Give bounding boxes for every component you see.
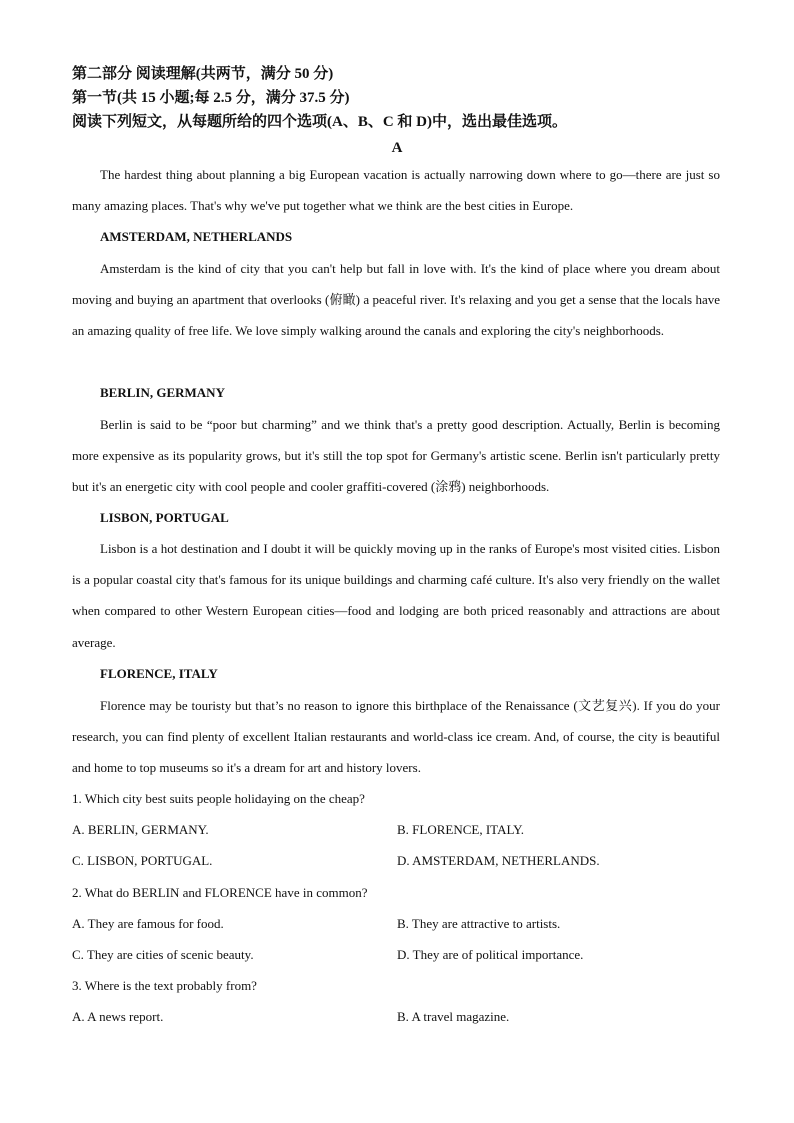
- question-1-option-c: C. LISBON, PORTUGAL.: [72, 853, 213, 868]
- question-3: 3. Where is the text probably from?: [72, 978, 257, 993]
- section-title: 第二部分 阅读理解(共两节，满分 50 分): [72, 66, 334, 82]
- paragraph-amsterdam: Amsterdam is the kind of city that you can't help but fall in love with. It's the kind of place where you dream about moving and buying an apartment that overlooks (俯瞰) a peaceful river. It's relaxing and you get a sense that the locals have an amazing quality of free life. We love simply walking around the canals and exploring the city's neighborhoods.: [72, 261, 720, 339]
- paragraph-florence: Florence may be touristy but that’s no reason to ignore this birthplace of the Renaissance (文艺复兴). If you do your research, you can find plenty of excellent Italian restaurants and world-class ice cream. And, of course, the city is beautiful and home to top museums so it's a dream for art and history lovers.: [72, 698, 720, 776]
- question-1-option-b: B. FLORENCE, ITALY.: [397, 822, 525, 837]
- question-2-option-d: D. They are of political importance.: [397, 947, 584, 962]
- question-2-option-b: B. They are attractive to artists.: [397, 916, 561, 931]
- question-2-option-a: A. They are famous for food.: [72, 916, 224, 931]
- paragraph-lisbon: Lisbon is a hot destination and I doubt it will be quickly moving up in the ranks of Europe's most visited cities. Lisbon is a popular coastal city that's famous for its unique buildings and charming café culture. It's also very friendly on the wallet when compared to other Western European cities—food and lodging are both priced reasonably and attractions are about average.: [72, 541, 720, 650]
- question-3-option-a: A. A news report.: [72, 1009, 164, 1024]
- question-2: 2. What do BERLIN and FLORENCE have in common?: [72, 885, 368, 900]
- question-1-option-a: A. BERLIN, GERMANY.: [72, 822, 209, 837]
- question-1-option-d: D. AMSTERDAM, NETHERLANDS.: [397, 853, 600, 868]
- city-heading-lisbon: LISBON, PORTUGAL: [100, 510, 229, 525]
- question-1: 1. Which city best suits people holidaying on the cheap?: [72, 791, 365, 806]
- question-2-option-c: C. They are cities of scenic beauty.: [72, 947, 254, 962]
- city-heading-florence: FLORENCE, ITALY: [100, 666, 218, 681]
- paragraph-berlin: Berlin is said to be “poor but charming” and we think that's a pretty good description. Actually, Berlin is becoming more expensive as its popularity grows, but it's still the top spot for Germany's artistic scene. Berlin isn't particularly pretty but it's an energetic city with cool people and cooler graffiti-covered (涂鸦) neighborhoods.: [72, 417, 720, 495]
- city-heading-berlin: BERLIN, GERMANY: [100, 385, 225, 400]
- intro-paragraph: The hardest thing about planning a big European vacation is actually narrowing down where to go—there are just so many amazing places. That's why we've put together what we think are the best cities in Europe.: [72, 167, 720, 214]
- subsection-title: 第一节(共 15 小题;每 2.5 分，满分 37.5 分): [72, 90, 350, 106]
- instructions: 阅读下列短文，从每题所给的四个选项(A、B、C 和 D)中，选出最佳选项。: [72, 114, 567, 130]
- city-heading-amsterdam: AMSTERDAM, NETHERLANDS: [100, 229, 293, 244]
- passage-label: A: [391, 140, 403, 156]
- question-3-option-b: B. A travel magazine.: [397, 1009, 510, 1024]
